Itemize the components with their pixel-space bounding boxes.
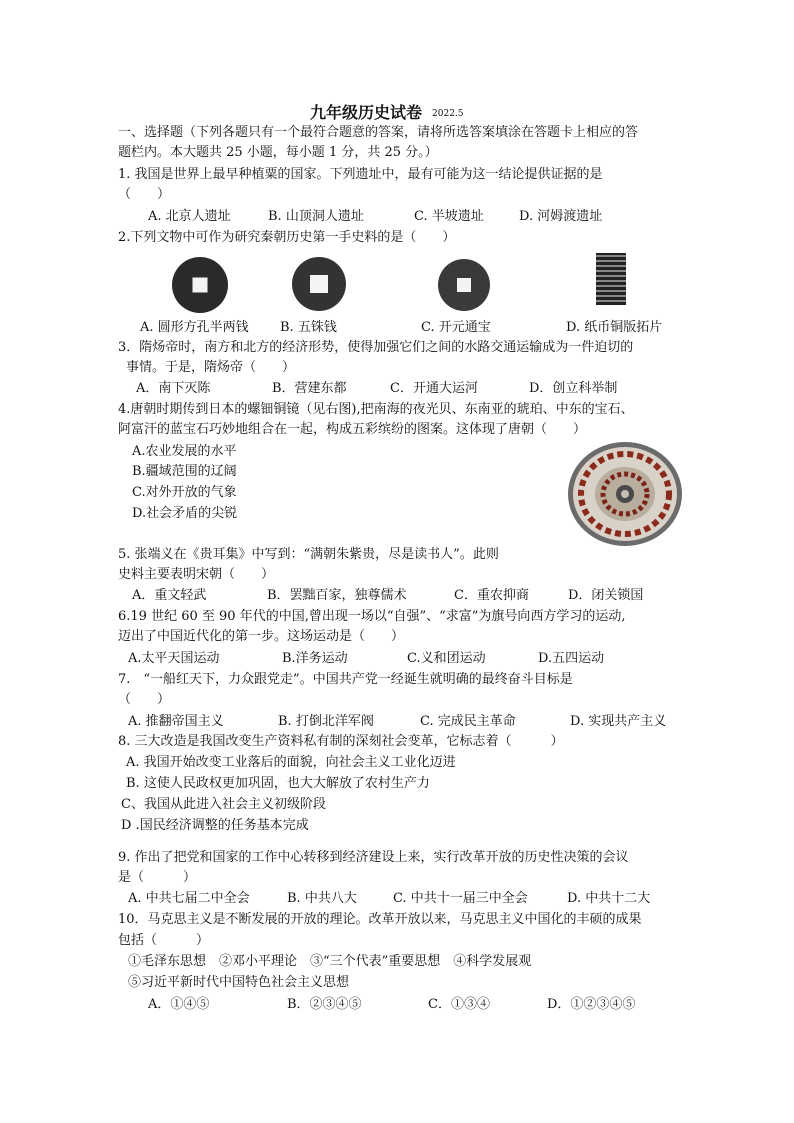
q6-stem-line2: 迈出了中国近代化的第一步。这场运动是（ ） <box>118 629 405 644</box>
q5-option-c: C．重农抑商 <box>454 588 529 603</box>
q10-stem-line2: 包括（ ） <box>118 933 210 948</box>
q7-option-a: A. 推翻帝国主义 <box>128 714 224 729</box>
q8-option-c: C、我国从此进入社会主义初级阶段 <box>121 797 326 812</box>
q10-items-line1: ①毛泽东思想 ②邓小平理论 ③“三个代表”重要思想 ④科学发展观 <box>128 954 532 969</box>
q9-stem-line2: 是（ ） <box>118 870 197 885</box>
banknote-rubbing-image <box>596 253 626 305</box>
q2-caption-a: A. 圆形方孔半两钱 <box>140 320 249 335</box>
q9-option-d: D. 中共十二大 <box>567 891 651 906</box>
q4-option-a: A.农业发展的水平 <box>132 444 237 459</box>
q6-option-a: A.太平天国运动 <box>128 651 220 666</box>
q3-option-a: A．南下灭陈 <box>136 381 211 396</box>
q4-stem-line2: 阿富汗的蓝宝石巧妙地组合在一起，构成五彩缤纷的图案。这体现了唐朝（ ） <box>118 422 587 437</box>
q10-option-d: D．①②③④⑤ <box>547 997 636 1012</box>
q9-option-c: C. 中共十一届三中全会 <box>393 891 528 906</box>
q4-option-d: D.社会矛盾的尖锐 <box>132 506 238 521</box>
q3-option-b: B．营建东都 <box>272 381 347 396</box>
q10-option-b: B．②③④⑤ <box>287 997 362 1012</box>
q9-stem-line1: 9. 作出了把党和国家的工作中心转移到经济建设上来，实行改革开放的历史性决策的会议 <box>118 850 629 865</box>
kaiyuan-coin-image <box>438 259 490 311</box>
q1-paren: （ ） <box>118 187 171 202</box>
q6-option-c: C.义和团运动 <box>407 651 486 666</box>
q8-stem: 8. 三大改造是我国改变生产资料私有制的深刻社会变革，它标志着（ ） <box>118 734 564 749</box>
exam-title: 九年级历史试卷 <box>310 103 423 122</box>
q1-option-d: D. 河姆渡遗址 <box>519 209 603 224</box>
q5-option-b: B．罢黜百家，独尊儒术 <box>267 588 407 603</box>
q8-option-b: B. 这使人民政权更加巩固，也大大解放了农村生产力 <box>126 776 430 791</box>
page-title <box>310 100 464 123</box>
q3-option-d: D．创立科举制 <box>529 381 618 396</box>
bronze-mirror-image <box>566 440 684 548</box>
q2-caption-c: C. 开元通宝 <box>421 320 491 335</box>
q7-option-d: D. 实现共产主义 <box>570 714 667 729</box>
q8-option-d: D .国民经济调整的任务基本完成 <box>121 818 309 833</box>
q8-option-a: A. 我国开始改变工业落后的面貌，向社会主义工业化迈进 <box>126 755 456 770</box>
q7-paren: （ ） <box>118 692 171 707</box>
q5-stem-line2: 史料主要表明宋朝（ ） <box>118 567 275 582</box>
q9-option-b: B. 中共八大 <box>287 891 357 906</box>
q6-option-d: D.五四运动 <box>538 651 605 666</box>
wuzhu-coin-image <box>292 257 346 311</box>
q7-stem: 7. “一船红天下，力众跟党走”。中国共产党一经诞生就明确的最终奋斗目标是 <box>118 672 573 687</box>
q2-stem: 2.下列文物中可作为研究秦朝历史第一手史料的是（ ） <box>118 230 456 245</box>
q3-stem-line2: 事情。于是，隋炀帝（ ） <box>126 360 296 375</box>
q4-stem-line1: 4.唐朝时期传到日本的螺钿铜镜（见右图),把南海的夜光贝、东南亚的琥珀、中东的宝石、 <box>118 402 634 417</box>
q3-stem-line1: 3．隋炀帝时，南方和北方的经济形势，使得加强它们之间的水路交通运输成为一件迫切的 <box>118 340 634 355</box>
q4-option-c: C.对外开放的气象 <box>132 485 237 500</box>
section-intro-line2: 题栏内。本大题共 25 小题，每小题 1 分，共 25 分。） <box>118 145 438 160</box>
q5-stem-line1: 5. 张端义在《贵耳集》中写到：“满朝朱紫贵，尽是读书人”。此则 <box>118 547 499 562</box>
q1-option-a: A. 北京人遗址 <box>148 209 231 224</box>
q10-stem-line1: 10．马克思主义是不断发展的开放的理论。改革开放以来，马克思主义中国化的丰硕的成果 <box>118 912 642 927</box>
q1-stem: 1. 我国是世界上最早种植粟的国家。下列遗址中，最有可能为这一结论提供证据的是 <box>118 167 603 182</box>
q1-option-b: B. 山顶洞人遗址 <box>268 209 364 224</box>
q7-option-b: B. 打倒北洋军阀 <box>278 714 374 729</box>
q1-option-c: C. 半坡遗址 <box>414 209 484 224</box>
q2-caption-b: B. 五铢钱 <box>280 320 337 335</box>
q2-caption-d: D. 纸币铜版拓片 <box>566 320 663 335</box>
q6-stem-line1: 6.19 世纪 60 至 90 年代的中国,曾出现一场以“自强”、“求富”为旗号向西方学习的运动, <box>118 609 626 624</box>
q10-items-line2: ⑤习近平新时代中国特色社会主义思想 <box>128 975 350 990</box>
q7-option-c: C. 完成民主革命 <box>420 714 516 729</box>
q5-option-a: A．重文轻武 <box>132 588 207 603</box>
q10-option-c: C．①③④ <box>428 997 490 1012</box>
section-intro-line1: 一、选择题（下列各题只有一个最符合题意的答案，请将所选答案填涂在答题卡上相应的答 <box>118 125 639 140</box>
q5-option-d: D．闭关锁国 <box>568 588 644 603</box>
exam-date: 2022.5 <box>432 109 464 119</box>
banliang-coin-image <box>172 257 228 313</box>
q9-option-a: A. 中共七届二中全会 <box>128 891 250 906</box>
q3-option-c: C．开通大运河 <box>390 381 478 396</box>
q6-option-b: B.洋务运动 <box>282 651 348 666</box>
q4-option-b: B.疆域范围的辽阔 <box>132 464 237 479</box>
q10-option-a: A．①④⑤ <box>148 997 210 1012</box>
